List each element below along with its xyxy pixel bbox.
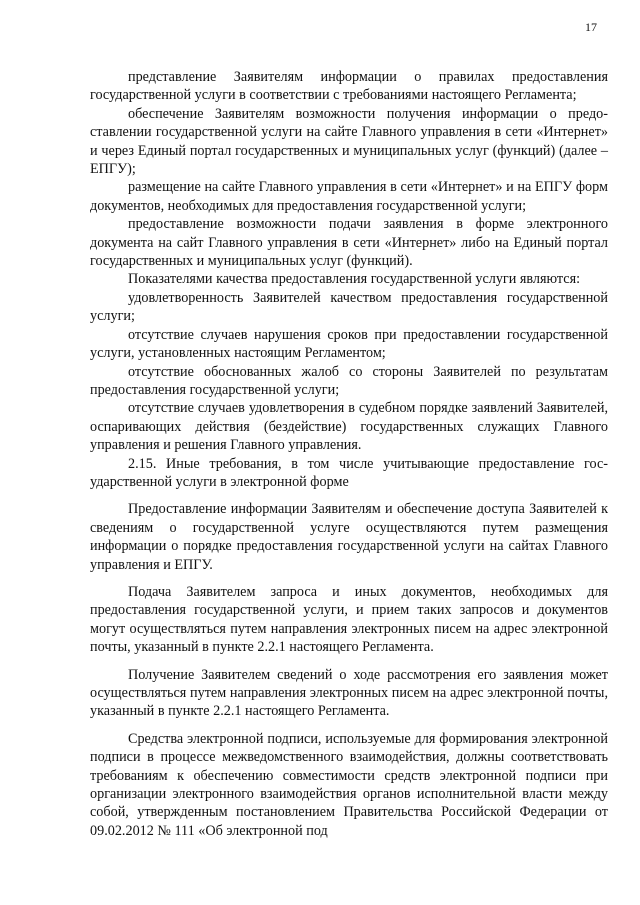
paragraph-no-court-claims: отсутствие случаев удовлетворения в судебном порядке заявлений Заявителей, оспаривающих действия (бездействие) государственных служащих Главного управления и решения Главного управления.: [90, 400, 608, 454]
paragraph-no-complaints: отсутствие обоснованных жалоб со стороны Заявителей по результатам предоставления государственной услуги;: [90, 363, 608, 398]
paragraph-no-delays: отсутствие случаев нарушения сроков при предоставлении государственной услуги, установленных настоящим Регламентом;: [90, 326, 608, 362]
paragraph-email-submission: Подача Заявителем запроса и иных документов, необходимых для предоставления государственной услуги, и прием таких запросов и документов могут осуществляться путем направления электронных писем на адрес электронной почты, указанный в пункте 2.2.1 настоящего Регламента.: [90, 583, 608, 656]
paragraph-forms-placement: размещение на сайте Главного управления в сети «Интернет» и на ЕПГУ форм документов, необходимых для предоставления государственной услуги;: [90, 179, 608, 214]
paragraph-info-access: обеспечение Заявителям возможности получения информации о предоставлении государственной услуги на сайте Главного управления в сети «Интернет» и через Единый портал государственных и муниципальных услуг (функций) (далее – ЕПГУ);: [90, 105, 608, 178]
paragraph-quality-indicators: Показателями качества предоставления государственной услуги являются:: [128, 271, 581, 288]
page-number: 17: [585, 20, 597, 34]
paragraph-electronic-submission: предоставление возможности подачи заявления в форме электронного документа на сайт Главного управления в сети «Интернет» либо на Единый портал государственных и муниципальных услуг (функций).: [90, 216, 608, 270]
document-body: [90, 68, 608, 840]
section-heading-2-15: 2.15. Иные требования, в том числе учитывающие предоставление государственной услуги в электронной форме: [90, 455, 608, 490]
paragraph-electronic-signature: Средства электронной подписи, используемые для формирования электронной подписи в процессе межведомственного взаимодействия, должны соответствовать требованиям к обеспечению совместимости средств электронной подписи при организации электронного взаимодействия органов исполнительной власти между собой, утвержденным постановлением Правительства Российской Федерации от 09.02.2012 № 111 «Об электронной под: [90, 730, 608, 839]
paragraph-info-provision: представление Заявителям информации о правилах предоставления государственной услуги в соответствии с требованиями настоящего Регламента;: [90, 69, 608, 104]
paragraph-status-notification: Получение Заявителем сведений о ходе рассмотрения его заявления может осуществляться путем направления электронных писем на адрес электронной почты, указанный в пункте 2.2.1 настоящего Регламента.: [90, 666, 608, 720]
paragraph-satisfaction: удовлетворенность Заявителей качеством предоставления государственной услуги;: [90, 289, 608, 325]
paragraph-info-placement: Предоставление информации Заявителям и обеспечение доступа Заявителей к сведениям о государственной услуге осуществляются путем размещения информации о порядке предоставления государственной услуги на сайтах Главного управления и ЕПГУ.: [90, 501, 608, 573]
